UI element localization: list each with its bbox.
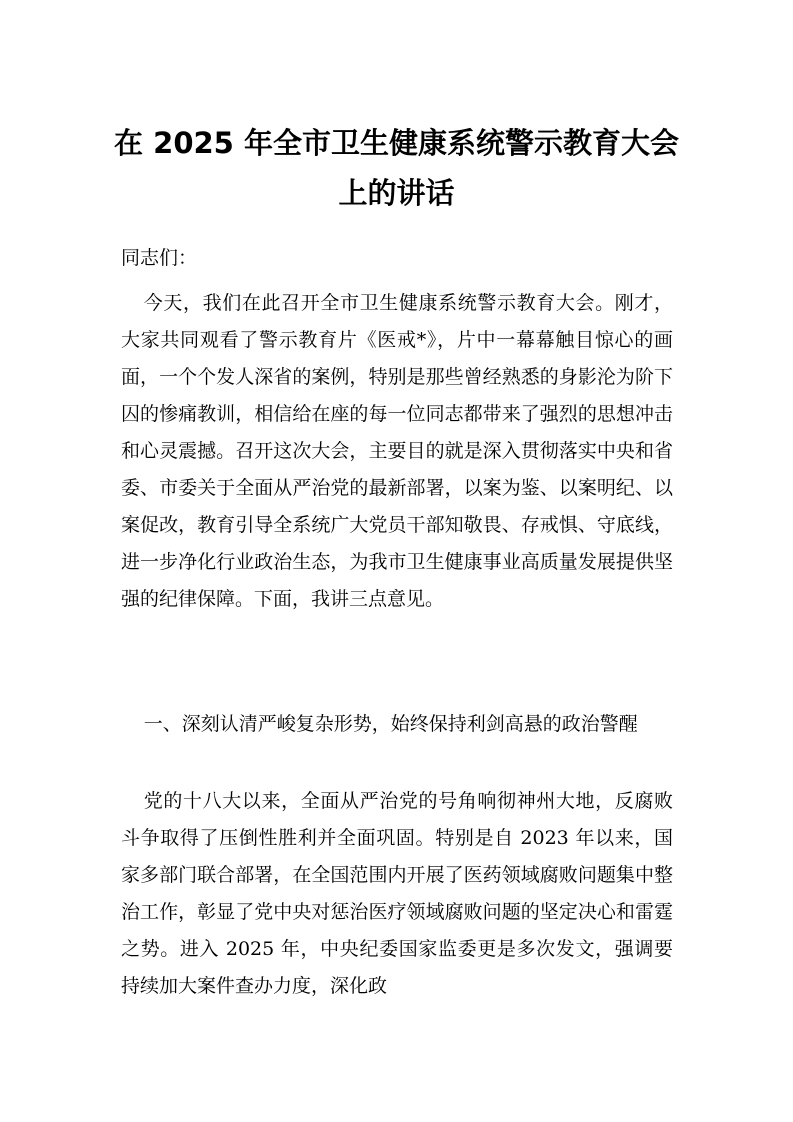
paragraph-opening: 今天，我们在此召开全市卫生健康系统警示教育大会。刚才，大家共同观看了警示教育片《医戒*》，片中一幕幕触目惊心的画面，一个个发人深省的案例，特别是那些曾经熟悉的身影沦为阶下囚的惨痛教训，相信给在座的每一位同志都带来了强烈的思想冲击和心灵震撼。召开这次大会，主要目的就是深入贯彻落实中央和省委、市委关于全面从严治党的最新部署，以案为鉴、以案明纪、以案促改，教育引导全系统广大党员干部知敬畏、存戒惧、守底线，进一步净化行业政治生态，为我市卫生健康事业高质量发展提供坚强的纪律保障。下面，我讲三点意见。: [121, 292, 673, 610]
paragraph-section-1: 党的十八大以来，全面从严治党的号角响彻神州大地，反腐败斗争取得了压倒性胜利并全面巩固。特别是自 2023 年以来，国家多部门联合部署，在全国范围内开展了医药领域腐败问题集中整治工作，彰显了党中央对惩治医疗领域腐败问题的坚定决心和雷霆之势。进入 2025 年，中央纪委国家监委更是多次发文，强调要持续加大案件查办力度，深化政: [121, 790, 673, 997]
document-title: [100, 118, 693, 218]
section-heading-1: 一、深刻认清严峻复杂形势，始终保持利剑高悬的政治警醒: [143, 713, 638, 735]
title-line-1: 在 2025 年全市卫生健康系统警示教育大会: [114, 126, 679, 160]
salutation: 同志们：: [121, 247, 198, 269]
title-line-2: 上的讲话: [338, 176, 455, 210]
